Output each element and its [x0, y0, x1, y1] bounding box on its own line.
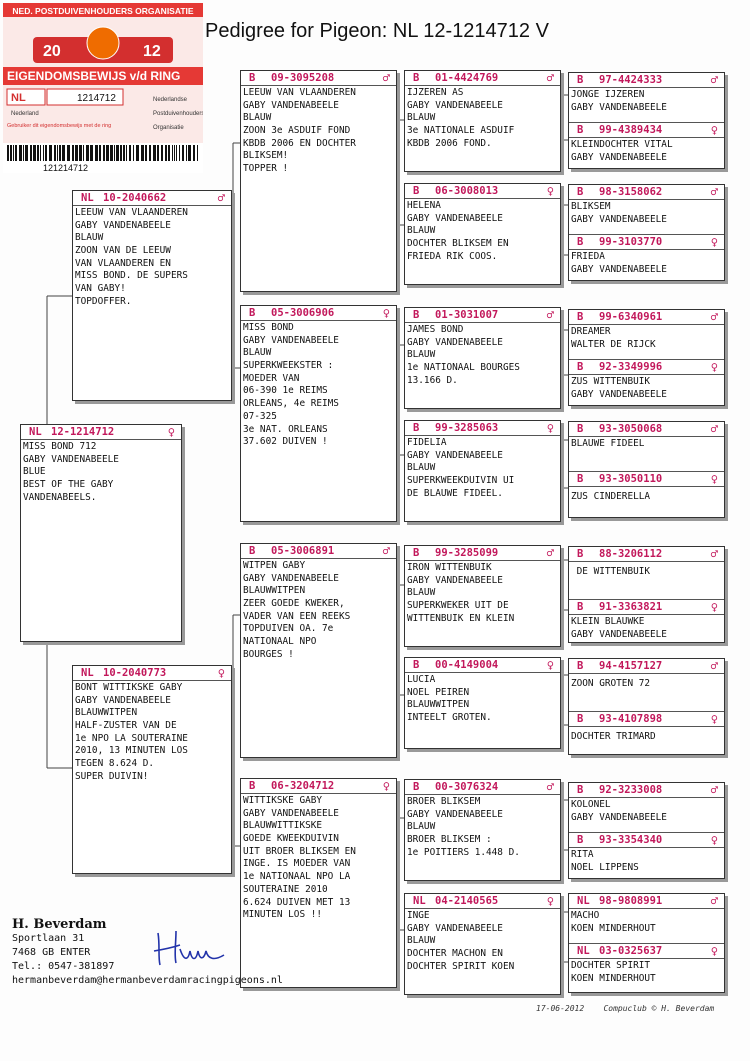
line: GABY VANDENABEELE [23, 453, 119, 465]
country-code: B [249, 780, 256, 792]
sex-icon: ♂ [382, 71, 390, 85]
ring-number: 99-3103770 [599, 236, 663, 248]
pedigree-box-g1-g2[interactable] [568, 72, 725, 169]
sex-icon: ♂ [546, 308, 554, 322]
line: INTEELT GROTEN. [407, 712, 492, 724]
line: 1e NATIONAAL NPO LA [243, 871, 351, 883]
line: FIDELIA [407, 437, 447, 448]
line: GABY VANDENABEELE [243, 572, 339, 584]
sex-icon: ♀ [546, 184, 554, 198]
line: FRIEDA [571, 251, 605, 262]
line: ZUS CINDERELLA [571, 491, 651, 502]
country-code: B [577, 548, 584, 560]
line: KLEINDOCHTER VITAL [571, 139, 673, 150]
page-title: Pedigree for Pigeon: NL 12-1214712 V [205, 20, 549, 42]
country-code: B [577, 473, 584, 485]
footer [536, 1004, 714, 1013]
pedigree-box-ff[interactable] [240, 70, 397, 292]
ring-number: 09-3095208 [271, 72, 335, 84]
ring-number: 12-1214712 [51, 426, 115, 438]
line: 3e NAT. ORLEANS [243, 423, 328, 435]
ring-number: 93-3354340 [599, 834, 663, 846]
line: DOCHTER SPIRIT [571, 960, 651, 971]
sex-icon: ♀ [710, 235, 718, 249]
line: ORLEANS, 4e REIMS [243, 398, 339, 410]
sex-icon: ♂ [710, 310, 718, 324]
ring-number: 99-6340961 [599, 311, 663, 323]
pedigree-box-fm[interactable] [240, 305, 397, 522]
ring-number: 88-3206112 [599, 548, 663, 560]
pedigree-box-g15-g16[interactable] [568, 893, 725, 993]
sex-icon: ♂ [710, 894, 718, 908]
sex-icon: ♂ [710, 547, 718, 561]
barcode-number: 121214712 [43, 163, 89, 173]
country-code: NL [81, 192, 94, 204]
line: DOCHTER BLIKSEM EN [407, 238, 509, 250]
sex-icon: ♀ [382, 306, 390, 320]
country-code: B [249, 307, 256, 319]
ring-number: 92-3233008 [599, 784, 663, 796]
line: DOCHTER TRIMARD [571, 731, 656, 742]
sex-icon: ♂ [546, 546, 554, 560]
line: ZOON 3e ASDUIF FOND [243, 125, 351, 137]
line: GABY VANDENABEELE [407, 574, 503, 586]
country-code: B [413, 659, 420, 671]
pedigree-box-mmf[interactable] [404, 779, 561, 881]
line: BONT WITTIKSKE GABY [75, 682, 183, 693]
ring-number: 01-4424769 [435, 72, 499, 84]
line: GABY VANDENABEELE [75, 219, 171, 231]
sex-icon: ♀ [710, 472, 718, 486]
line: MISS BOND 712 [23, 441, 97, 452]
line: MOEDER VAN [243, 372, 300, 384]
pedigree-box-g9-g10[interactable] [568, 546, 725, 643]
line: BLIKSEM [571, 201, 611, 212]
line: KOEN MINDERHOUT [571, 922, 656, 934]
line: BLAUW [243, 112, 272, 124]
line: MISS BOND. DE SUPERS [75, 270, 188, 282]
country-code: B [413, 72, 420, 84]
sex-icon: ♀ [167, 425, 175, 439]
country-code: NL [81, 667, 94, 679]
line: BLIKSEM! [243, 150, 289, 162]
card-npo-line: Organisatie [153, 125, 184, 131]
line: GABY VANDENABEELE [571, 811, 667, 823]
card-note: Gebruiker dit eigendomsbewijs met de ring [7, 123, 112, 129]
line: LUCIA [407, 674, 436, 685]
line: WITTENBUIK EN KLEIN [407, 612, 515, 624]
line: GABY VANDENABEELE [243, 807, 339, 819]
line: WALTER DE RIJCK [571, 338, 656, 350]
line: FRIEDA RIK COOS. [407, 250, 498, 262]
line: GABY VANDENABEELE [407, 922, 503, 934]
line: NOEL LIPPENS [571, 861, 639, 873]
ring-number: 06-3204712 [271, 780, 335, 792]
line: SUPER DUIVIN! [75, 770, 149, 782]
ring-number: 93-4107898 [599, 713, 663, 725]
sex-icon: ♂ [546, 780, 554, 794]
pedigree-box-ffm[interactable] [404, 183, 561, 285]
line: DOCHTER MACHON EN [407, 948, 503, 960]
line: GABY VANDENABEELE [571, 101, 667, 113]
line: 07-325 [243, 410, 277, 422]
line: WITPEN GABY [243, 560, 306, 571]
ring-number: 94-4157127 [599, 660, 663, 672]
line: KLEIN BLAUWKE [571, 616, 645, 627]
line: BOURGES ! [243, 648, 294, 660]
sex-icon: ♀ [710, 712, 718, 726]
ring-number: 01-3031007 [435, 309, 499, 321]
country-code: B [413, 185, 420, 197]
line: ZUS WITTENBUIK [571, 376, 651, 387]
pedigree-box-g11-g12[interactable] [568, 658, 725, 755]
ring-number: 91-3363821 [599, 601, 663, 613]
line: 2010, 13 MINUTEN LOS [75, 745, 188, 757]
card-npo-line: Nederlandse [153, 97, 188, 103]
line: IJZEREN AS [407, 87, 464, 98]
line: GABY VANDENABEELE [407, 212, 503, 224]
sex-icon: ♂ [710, 185, 718, 199]
line: MINUTEN LOS !! [243, 909, 323, 921]
handwritten-signature [150, 925, 230, 970]
line: BLAUW [407, 935, 436, 947]
country-code: B [249, 72, 256, 84]
line: BLAUW [407, 462, 436, 474]
line: JAMES BOND [407, 324, 464, 335]
pedigree-box-fmm[interactable] [404, 420, 561, 522]
line: GOEDE KWEEKDUIVIN [243, 833, 339, 845]
country-code: B [577, 361, 584, 373]
line: DE BLAUWE FIDEEL. [407, 487, 503, 499]
line: DE WITTENBUIK [571, 566, 651, 577]
country-code: B [577, 423, 584, 435]
ring-number: 99-3285099 [435, 547, 499, 559]
line: RITA [571, 849, 594, 860]
line: IRON WITTENBUIK [407, 562, 492, 573]
line: INGE. IS MOEDER VAN [243, 858, 351, 870]
ring-number: 99-3285063 [435, 422, 499, 434]
country-code: B [577, 74, 584, 86]
country-code: B [577, 236, 584, 248]
country-code: NL [29, 426, 42, 438]
line: LEEUW VAN VLAANDEREN [75, 207, 188, 218]
card-year-left: 20 [43, 43, 61, 60]
line: 6.624 DUIVEN MET 13 [243, 896, 351, 908]
print-date: 17-06-2012 [536, 1004, 585, 1013]
pedigree-box-fff[interactable] [404, 70, 561, 172]
sex-icon: ♂ [710, 659, 718, 673]
card-country: NL [11, 92, 26, 104]
card-org: NED. POSTDUIVENHOUDERS ORGANISATIE [12, 6, 194, 16]
line: MISS BOND [243, 322, 294, 333]
sex-icon: ♀ [710, 833, 718, 847]
owner-street: Sportlaan 31 [12, 933, 85, 944]
line: GABY VANDENABEELE [407, 99, 503, 111]
line: BLAUW [407, 821, 436, 833]
line: GABY VANDENABEELE [571, 628, 667, 640]
line: BLAUW [75, 232, 104, 244]
card-ring-label: EIGENDOMSBEWIJS v/d RING [7, 69, 181, 83]
line: BLAUWWITPEN [407, 699, 470, 711]
pedigree-box-mf[interactable] [240, 543, 397, 758]
ring-number: 98-3158062 [599, 186, 663, 198]
ring-number: 10-2040662 [103, 192, 167, 204]
line: VAN VLAANDEREN EN [75, 257, 171, 269]
line: GABY VANDENABEELE [571, 213, 667, 225]
line: HELENA [407, 200, 441, 211]
ring-number: 99-4389434 [599, 124, 663, 136]
ring-number: 98-9808991 [599, 895, 663, 907]
sex-icon: ♀ [382, 779, 390, 793]
card-year-right: 12 [143, 43, 161, 60]
line: KOLONEL [571, 799, 611, 810]
sex-icon: ♀ [546, 894, 554, 908]
pedigree-box-mff[interactable] [404, 545, 561, 647]
ring-number: 97-4424333 [599, 74, 663, 86]
line: GABY VANDENABEELE [407, 336, 503, 348]
country-code: NL [577, 895, 590, 907]
country-code: B [577, 713, 584, 725]
owner-phone: Tel.: 0547-381897 [12, 961, 115, 972]
sex-icon: ♀ [710, 360, 718, 374]
pedigree-box-mfm[interactable] [404, 657, 561, 749]
card-ring-number: 1214712 [77, 93, 116, 104]
line: TOPPER ! [243, 163, 289, 175]
country-code: B [577, 311, 584, 323]
country-code: B [577, 186, 584, 198]
pedigree-box-g5-g6[interactable] [568, 309, 725, 406]
sex-icon: ♀ [546, 658, 554, 672]
pedigree-box-fmf[interactable] [404, 307, 561, 409]
line: KBDB 2006 EN DOCHTER [243, 137, 356, 149]
line: GABY VANDENABEELE [75, 694, 171, 706]
line: GABY VANDENABEELE [407, 449, 503, 461]
country-code: B [249, 545, 256, 557]
sex-icon: ♂ [217, 191, 225, 205]
sex-icon: ♀ [217, 666, 225, 680]
line: BLAUW [407, 349, 436, 361]
line: BLAUWWITPEN [243, 585, 306, 597]
line: ZOON GROTEN 72 [571, 678, 651, 689]
line: HALF-ZUSTER VAN DE [75, 720, 177, 732]
sex-icon: ♀ [710, 600, 718, 614]
country-code: B [577, 784, 584, 796]
ring-number: 04-2140565 [435, 895, 499, 907]
line: LEEUW VAN VLAANDEREN [243, 87, 356, 98]
line: SUPERKWEEKDUIVIN UI [407, 475, 515, 487]
owner-address [12, 918, 283, 988]
line: BLAUW [243, 347, 272, 359]
pedigree-box-mother[interactable] [72, 665, 232, 874]
line: BLAUW [407, 112, 436, 124]
country-code: B [577, 601, 584, 613]
line: ZOON VAN DE LEEUW [75, 245, 171, 257]
sex-icon: ♂ [546, 71, 554, 85]
country-code: B [413, 309, 420, 321]
ring-number: 92-3349996 [599, 361, 663, 373]
line: BLAUWWITTIKSKE [243, 820, 323, 832]
sex-icon: ♂ [710, 422, 718, 436]
sex-icon: ♂ [382, 544, 390, 558]
country-code: B [577, 124, 584, 136]
sex-icon: ♂ [710, 783, 718, 797]
line: KOEN MINDERHOUT [571, 972, 656, 984]
line: GABY VANDENABEELE [243, 334, 339, 346]
card-npo-line: Postduivenhouders [153, 111, 203, 117]
ring-number: 05-3006906 [271, 307, 335, 319]
ring-number: 93-3050110 [599, 473, 663, 485]
line: 1e NPO LA SOUTERAINE [75, 732, 188, 744]
pedigree-box-g3-g4[interactable] [568, 184, 725, 281]
line: GABY VANDENABEELE [407, 808, 503, 820]
country-code: NL [577, 945, 590, 957]
line: GABY VANDENABEELE [571, 263, 667, 275]
line: 1e POITIERS 1.448 D. [407, 846, 520, 858]
line: BLAUWE FIDEEL [571, 438, 645, 449]
sex-icon: ♀ [710, 944, 718, 958]
pedigree-box-father[interactable] [72, 190, 232, 401]
pedigree-box-g7-g8[interactable] [568, 421, 725, 518]
line: GABY VANDENABEELE [571, 151, 667, 163]
country-code: B [577, 660, 584, 672]
line: GABY VANDENABEELE [571, 388, 667, 400]
ring-number: 05-3006891 [271, 545, 335, 557]
line: SUPERKWEKER UIT DE [407, 600, 509, 612]
pedigree-box-mmm[interactable] [404, 893, 561, 995]
owner-city: 7468 GB ENTER [12, 947, 91, 958]
card-nederland: Nederland [11, 111, 39, 117]
footer-credit: Compuclub © H. Beverdam [603, 1004, 715, 1013]
pedigree-box-g13-g14[interactable] [568, 782, 725, 879]
ring-number: 00-4149004 [435, 659, 499, 671]
line: SOUTERAINE 2010 [243, 883, 328, 895]
line: DOCHTER SPIRIT KOEN [407, 960, 515, 972]
line: VANDENABEELS. [23, 491, 97, 503]
country-code: B [577, 834, 584, 846]
line: 13.166 D. [407, 374, 458, 386]
ring-number: 10-2040773 [103, 667, 167, 679]
ring-number: 03-0325637 [599, 945, 663, 957]
sex-icon: ♂ [710, 73, 718, 87]
line: TOPDOFFER. [75, 295, 132, 307]
country-code: B [413, 781, 420, 793]
line: BLAUW [407, 225, 436, 237]
line: 3e NATIONALE ASDUIF [407, 125, 515, 137]
line: BLAUWWITPEN [75, 707, 138, 719]
line: KBDB 2006 FOND. [407, 137, 492, 149]
ring-number: 00-3076324 [435, 781, 499, 793]
country-code: B [413, 547, 420, 559]
line: VADER VAN EEN REEKS [243, 610, 351, 622]
line: INGE [407, 910, 430, 921]
sex-icon: ♀ [710, 123, 718, 137]
line: UIT BROER BLIKSEM EN [243, 845, 356, 857]
line: JONGE IJZEREN [571, 89, 645, 100]
line: BLUE [23, 466, 46, 478]
line: ZEER GOEDE KWEKER, [243, 598, 345, 610]
line: DREAMER [571, 326, 611, 337]
sex-icon: ♀ [546, 421, 554, 435]
owner-email[interactable]: hermanbeverdam@hermanbeverdamracingpigeons.nl [12, 975, 283, 986]
line: 06-390 1e REIMS [243, 385, 328, 397]
line: 1e NATIONAAL BOURGES [407, 362, 520, 374]
line: TEGEN 8.624 D. [75, 758, 155, 770]
line: NATIONAAL NPO [243, 636, 317, 648]
country-code: B [413, 422, 420, 434]
line: GABY VANDENABEELE [243, 99, 339, 111]
line: VAN GABY! [75, 283, 126, 295]
line: SUPERKWEEKSTER : [243, 360, 334, 372]
ring-number: 06-3008013 [435, 185, 499, 197]
line: BROER BLIKSEM [407, 796, 481, 807]
line: WITTIKSKE GABY [243, 795, 323, 806]
line: TOPDUIVEN OA. 7e [243, 623, 334, 635]
line: 37.602 DUIVEN ! [243, 436, 328, 448]
line: BEST OF THE GABY [23, 479, 114, 491]
line: NOEL PEIREN [407, 686, 470, 698]
line: MACHO [571, 910, 600, 921]
owner-name: H. Beverdam [12, 917, 107, 932]
country-code: NL [413, 895, 426, 907]
line: BLAUW [407, 587, 436, 599]
line: BROER BLIKSEM : [407, 834, 492, 846]
ring-number: 93-3050068 [599, 423, 663, 435]
pedigree-box-main[interactable] [20, 424, 182, 642]
